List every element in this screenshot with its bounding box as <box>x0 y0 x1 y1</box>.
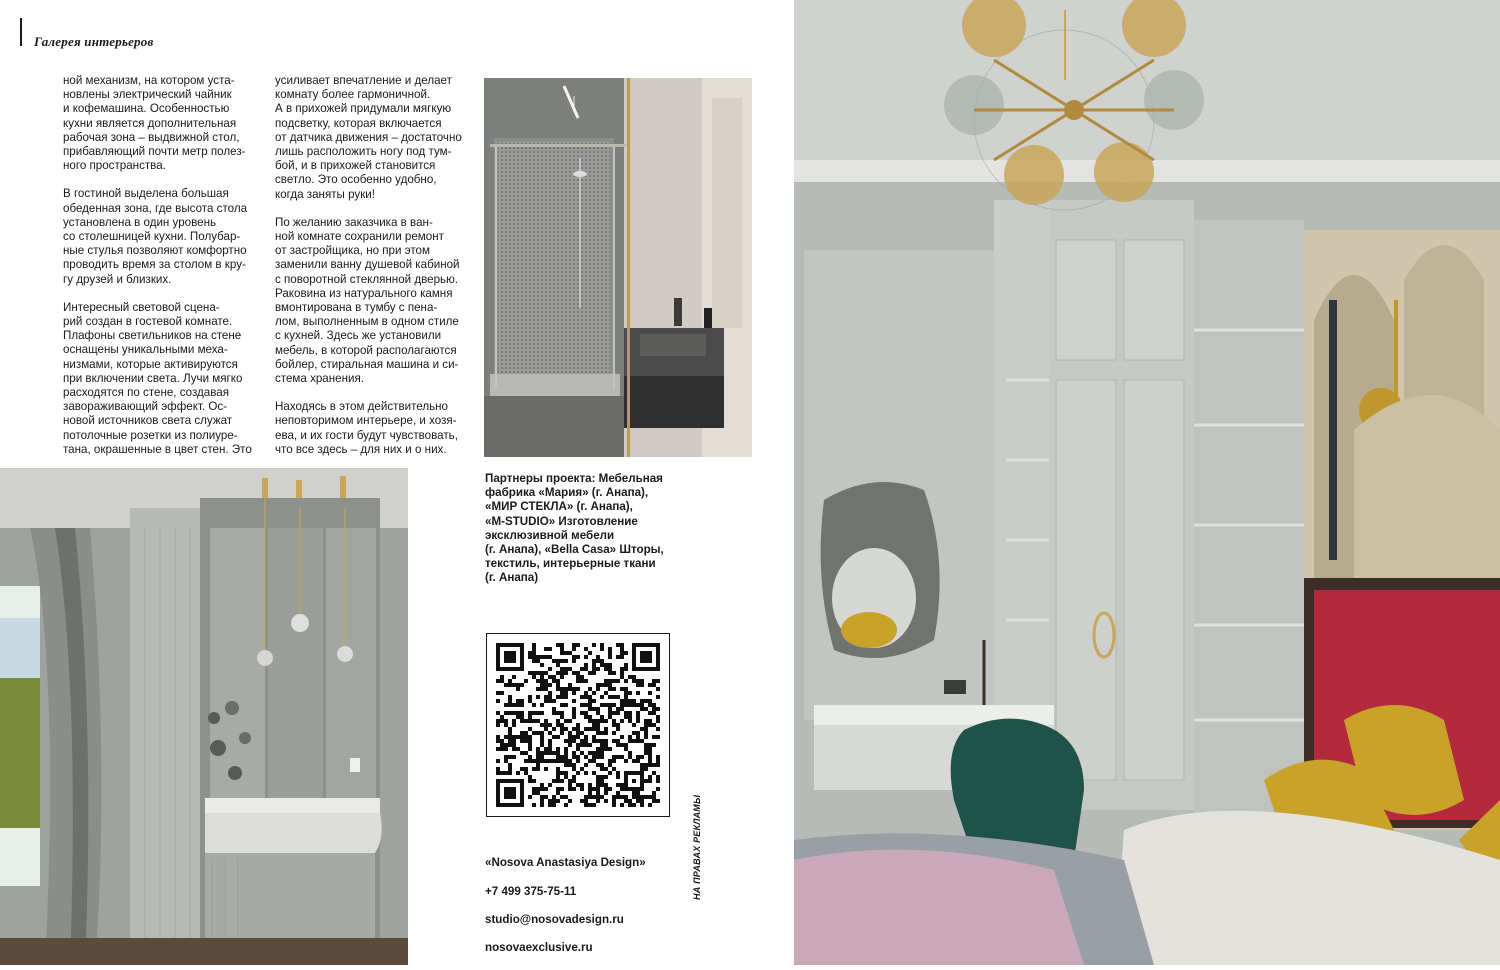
article-column-1 <box>63 74 268 471</box>
qr-code-matrix <box>496 643 660 807</box>
paragraph: По желанию заказчика в ван- ной комнате сохранили ремонт от застройщика, но при этом заменили ванну душевой кабиной с поворотной стеклянной дверью. Раковина из натурального камня вмонтирована в тумбу с пена- лом, выполненным в одном стиле с кухней. Здесь же установили мебель, в которой располагаются бойлер, стиральная машина и си- стема хранения. <box>275 215 460 386</box>
paragraph: усиливает впечатление и делает комнату более гармоничной. А в прихожей придумали мягкую подсветку, которая включается от датчика движения – достаточно лишь расположить ногу под тум- бой, и в прихожей становится светло. Это особенно удобно, когда заняты руки! <box>275 74 462 201</box>
paragraph: Интересный световой сцена- рий создан в гостевой комнате. Плафоны светильников на стене оснащены уникальными меха- низмами, которые активируются при включении света. Лучи мягко расходятся по стене, создавая завораживающий эффект. Ос- новой источников света служат потолочные розетки из полиуре- тана, окрашенные в цвет стен. Это <box>63 300 252 456</box>
project-partners: Партнеры проекта: Мебельная фабрика «Мария» (г. Анапа), «МИР СТЕКЛА» (г. Анапа), «M-STUDIO» Изготовление эксклюзивной мебели (г. Анапа), «Bella Casa» Шторы, текстиль, интерьерные ткани (г. Анапа) <box>485 472 664 585</box>
contact-block <box>485 842 685 970</box>
bedroom-photo <box>794 0 1500 965</box>
article-column-2 <box>275 74 475 471</box>
bathroom-photo <box>484 78 752 457</box>
paragraph: Находясь в этом действительно неповторимом интерьере, и хозя- ева, и их гости будут чувствовать, что все здесь – для них и о них. <box>275 400 458 456</box>
email-address[interactable]: studio@nosovadesign.ru <box>485 913 624 927</box>
qr-code-icon[interactable] <box>486 633 670 817</box>
paragraph: В гостиной выделена большая обеденная зона, где высота стола установлена в один уровень со столешницей кухни. Полубар- ные стулья позволяют комфортно проводить время за столом в кру- гу друзей и близких. <box>63 187 248 286</box>
website-link[interactable]: nosovaexclusive.ru <box>485 941 593 955</box>
phone-number[interactable]: +7 499 375-75-11 <box>485 884 577 898</box>
section-marker <box>20 18 22 46</box>
company-name: «Nosova Anastasiya Design» <box>485 856 646 870</box>
section-title: Галерея интерьеров <box>34 34 154 49</box>
hallway-vanity-photo <box>0 468 408 965</box>
advertising-label: НА ПРАВАХ РЕКЛАМЫ <box>692 794 702 900</box>
paragraph: ной механизм, на котором уста- новлены электрический чайник и кофемашина. Особенностью кухни является дополнительная рабочая зона – выдвижной стол, прибавляющий почти метр полез- ного пространства. <box>63 74 246 173</box>
